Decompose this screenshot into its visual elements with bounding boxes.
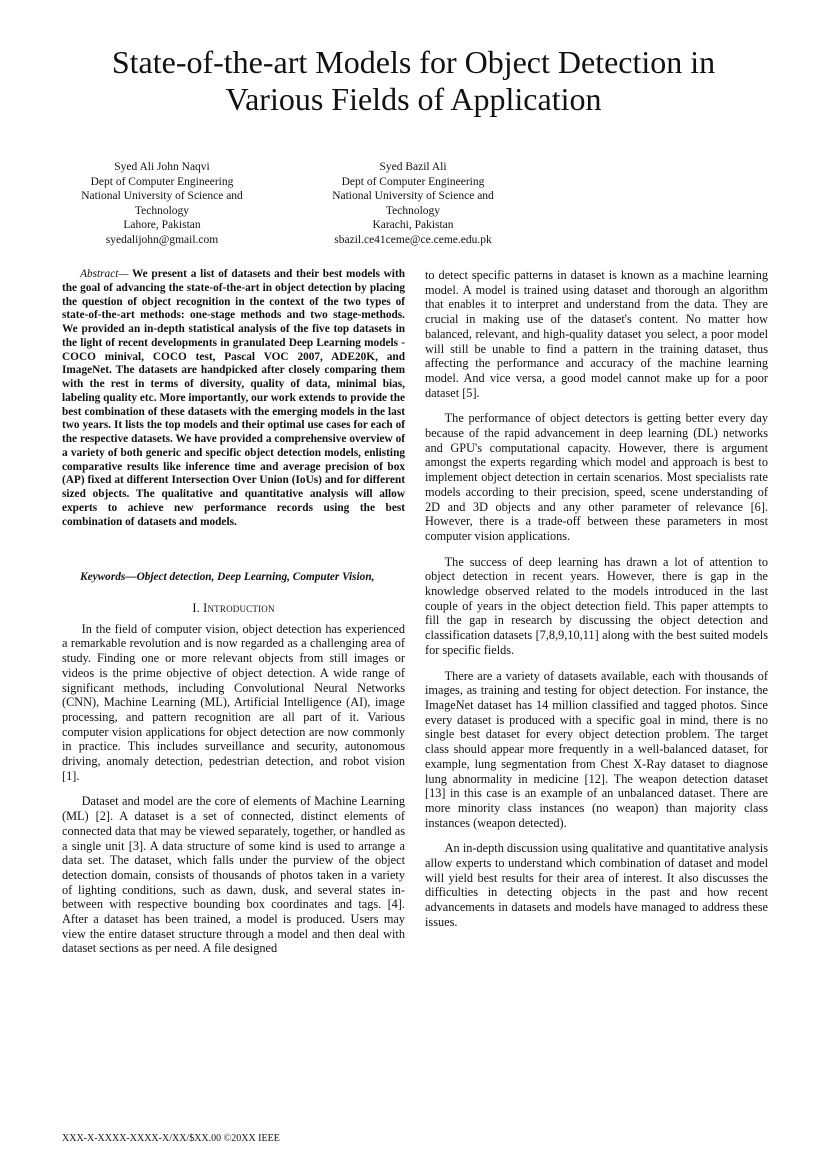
abstract-lead: Abstract— [80, 268, 129, 280]
author-name: Syed Bazil Ali [379, 161, 447, 173]
abstract-body: We present a list of datasets and their best models with the goal of advancing the state-of-the-art in object detection by placing the question of object recognition in the context of the two types of state-of-the-art methods: one-stage methods and two stage-methods. We provided an in-depth statistical analysis of the five top datasets in the light of recent developments in granulated Deep Learning models - COCO minival, COCO test, Pascal VOC 2007, ADE20K, and ImageNet. The datasets are handpicked after closely comparing them with the rest in terms of diversity, quality of data, minimal bias, labeling quality etc. More importantly, our work extends to provide the best combination of these datasets with the emerging models in the last two years. It lists the top models and their optimal use cases for each of the respective datasets. We have provided a comprehensive overview of a variety of both generic and specific object detection models, enlisting comparative results like inference time and average precision of box (AP) fixed at different Intersection Over Union (IoUs) and for different sized objects. The qualitative and quantitative analysis will allow experts to achieve new performance records using the best combination of datasets and models. [62, 268, 405, 528]
author-university: National University of Science and Technology [81, 190, 243, 217]
author-email: syedalijohn@gmail.com [105, 233, 219, 246]
paragraph: to detect specific patterns in dataset is known as a machine learning model. A model is trained using dataset and thorough an algorithm that enables it to interpret and understand from the data. They are crucial in making use of the dataset's content. No matter how balanced, relevant, and high-quality dataset you select, a poor model will still be unable to find a pattern in the training dataset, thus affecting the performance and accuracy of the machine learning model. And vice versa, a good model cannot make up for a poor dataset [5]. [425, 268, 768, 400]
section-heading [62, 601, 405, 616]
section-number: I. [192, 601, 200, 615]
author-university: National University of Science and Technology [332, 190, 494, 217]
paragraph: The success of deep learning has drawn a lot of attention to object detection in recent years. However, there is gap in the knowledge observed related to the models introduced in the last couple of years in the object detection field. This paper attempts to fill the gap in research by discussing the object detection and classification datasets [7,8,9,10,11] along with the best suited models for specific fields. [425, 554, 768, 657]
paragraph: There are a variety of datasets available, each with thousands of images, as training and testing for object detection. For instance, the ImageNet dataset has 14 million classified and tagged photos. Since every dataset is produced with a specific goal in mind, there is no single best dataset for every object detection problem. The target class should appear more frequently in a well-balanced dataset, for example, lung segmentation from Chest X-Ray dataset to diagnose lung abnormality in medicine [12]. The weapon detection dataset [13] in this case is an example of an unbalanced dataset. There are more minority class instances (no weapon) than majority class instances (weapon detected). [425, 668, 768, 830]
keywords: Keywords—Object detection, Deep Learning, Computer Vision, [80, 571, 375, 584]
author-name: Syed Ali John Naqvi [114, 161, 210, 173]
paragraph: In the field of computer vision, object detection has experienced a remarkable revolution and is now regarded as a challenging area of study. Finding one or more relevant objects from still images or videos is the prime objective of object detection. A wide range of significant methods, including Convolutional Neural Networks (CNN), Machine Learning (ML), Artificial Intelligence (AI), image processing, and pattern recognition are all part of it. Various computer vision applications for object detection are now commonly in practice. This includes surveillance and security, autonomous driving, anomaly detection, pedestrian detection, and robot vision [1]. [62, 621, 405, 783]
paper-title: State-of-the-art Models for Object Detection in Various Fields of Application [111, 44, 716, 117]
right-column [425, 268, 768, 930]
left-column [62, 268, 405, 956]
paragraph: Dataset and model are the core of elements of Machine Learning (ML) [2]. A dataset is a set of connected, distinct elements of connected data that may be viewed separately, together, or handled as a single unit [3]. A data structure of some kind is used to arrange a data set. The dataset, which falls under the purview of the object detection domain, consists of thousands of photos taken in a variety of lighting conditions, such as dawn, dusk, and several states in-between with respective bounding box coordinates and tags. [4]. After a dataset has been trained, a model is produced. Users may view the entire dataset structure through a model and then deal with dataset sections as per need. A file designed [62, 794, 405, 956]
author-block-2 [308, 160, 518, 248]
abstract [62, 268, 405, 529]
author-dept: Dept of Computer Engineering [90, 175, 234, 188]
author-email: sbazil.ce41ceme@ce.ceme.edu.pk [334, 233, 492, 246]
section-title: Introduction [203, 601, 275, 615]
author-location: Karachi, Pakistan [372, 219, 454, 232]
author-block-1 [57, 160, 267, 248]
paragraph: The performance of object detectors is getting better every day because of the rapid advancement in deep learning (DL) networks and GPU's computational capacity. However, there is argument amongst the experts regarding which model and approach is best to implement object detection in certain scenarios. Most specialists rate models according to their precision, speed, scene understanding of 2D and 3D objects and any other parameter of relevance [6]. However, there is a trade-off between these parameters in most computer vision applications. [425, 411, 768, 543]
paragraph: An in-depth discussion using qualitative and quantitative analysis allow experts to understand which combination of dataset and model will yield best results for their area of interest. It also discusses the difficulties in detecting objects in the past and how recent advancements in datasets and models have managed to address these issues. [425, 841, 768, 929]
author-dept: Dept of Computer Engineering [341, 175, 485, 188]
author-location: Lahore, Pakistan [123, 219, 201, 232]
copyright-footer: XXX-X-XXXX-XXXX-X/XX/$XX.00 ©20XX IEEE [62, 1133, 280, 1144]
